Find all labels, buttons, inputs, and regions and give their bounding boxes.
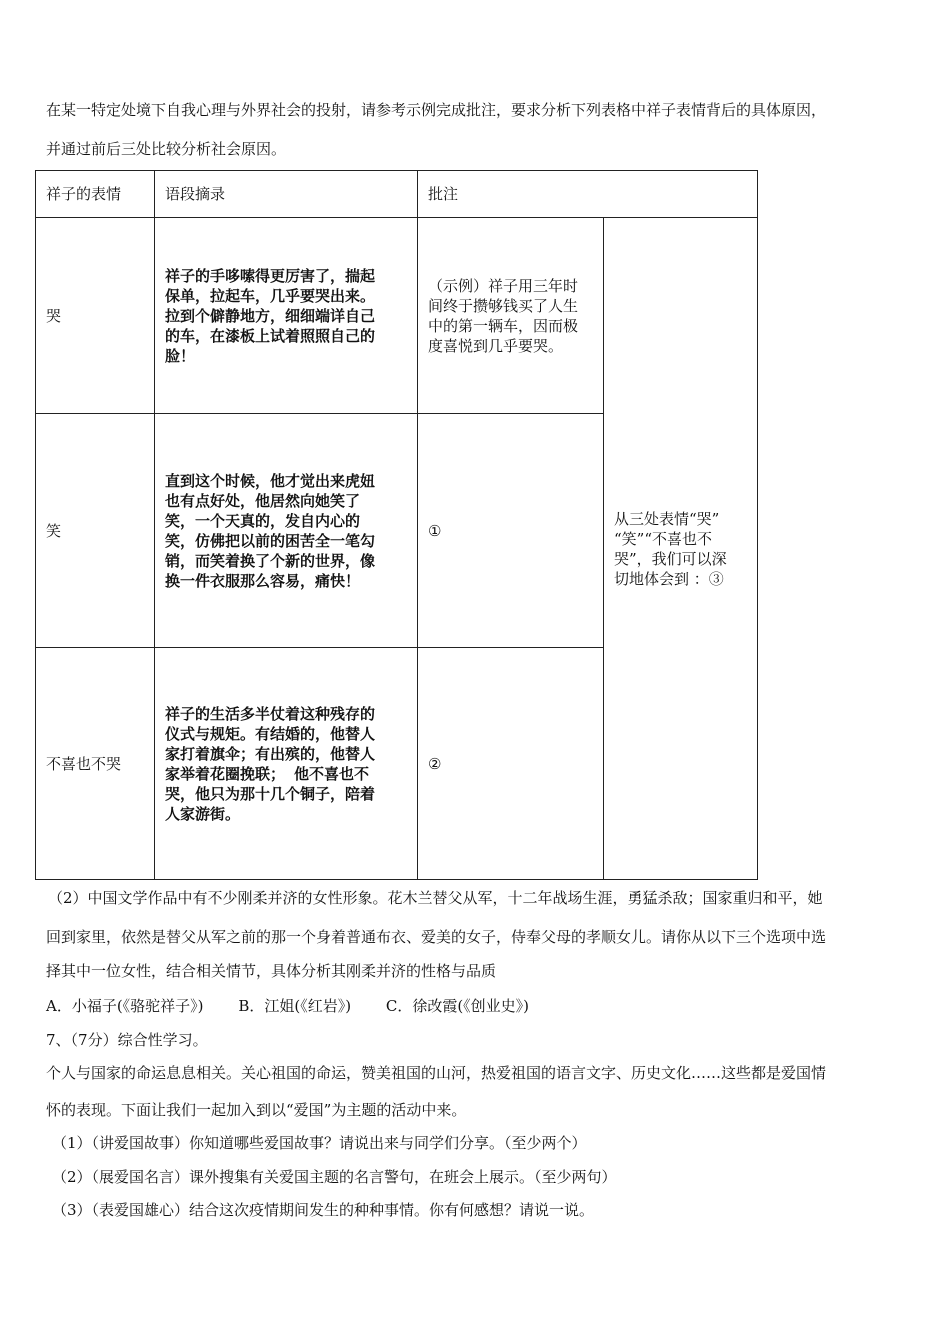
table-row bbox=[36, 218, 758, 414]
note-line: （示例）祥子用三年时 bbox=[428, 276, 579, 295]
quote-line: 祥子的生活多半仗着这种残存的 bbox=[165, 704, 376, 723]
part2-line-1: （2）中国文学作品中有不少刚柔并济的女性形象。花木兰替父从军，十二年战场生涯，勇猛杀敌；国家重归和平，她 bbox=[48, 889, 823, 907]
table-header-row bbox=[36, 171, 758, 218]
quote-line: 家举着花圈挽联； 他不喜也不 bbox=[165, 764, 370, 783]
summary-line: “笑”“不喜也不 bbox=[614, 529, 713, 548]
intro-line-2: 并通过前后三处比较分析社会原因。 bbox=[46, 140, 287, 158]
option-b[interactable]: B．江姐(《红岩》) bbox=[238, 997, 352, 1015]
note-line: 间终于攒够钱买了人生 bbox=[428, 296, 579, 315]
quote-line: 直到这个时候，他才觉出来虎妞 bbox=[165, 471, 376, 490]
expression-cell: 哭 bbox=[36, 218, 155, 414]
expression-cell: 笑 bbox=[36, 414, 155, 648]
annotation-table bbox=[35, 170, 758, 880]
intro-line-1: 在某一特定处境下自我心理与外界社会的投射，请参考示例完成批注，要求分析下列表格中祥子表情背后的具体原因， bbox=[46, 101, 827, 119]
question-7-sub-3: （3）（表爱国雄心）结合这次疫情期间发生的种种事情。你有何感想？请说一说。 bbox=[52, 1201, 595, 1219]
question-7-intro-1: 个人与国家的命运息息相关。关心祖国的命运，赞美祖国的山河，热爱祖国的语言文字、历史文化……这些都是爱国情 bbox=[46, 1064, 827, 1082]
quote-cell bbox=[155, 218, 418, 414]
header-annotation: 批注 bbox=[418, 171, 758, 218]
quote-line: 笑，一个天真的，发自内心的 bbox=[165, 511, 361, 530]
quote-line: 换一件衣服那么容易，痛快！ bbox=[165, 571, 361, 590]
quote-line: 也有点好处，他居然向她笑了 bbox=[165, 491, 361, 510]
question-7-sub-2: （2）（展爱国名言）课外搜集有关爱国主题的名言警句，在班会上展示。（至少两句） bbox=[52, 1168, 617, 1186]
summary-cell bbox=[604, 218, 758, 880]
quote-line: 拉到个僻静地方，细细端详自己 bbox=[165, 306, 376, 325]
quote-line: 销，而笑着换了个新的世界，像 bbox=[165, 551, 376, 570]
option-a[interactable]: A．小福子(《骆驼祥子》) bbox=[46, 997, 204, 1015]
quote-cell bbox=[155, 414, 418, 648]
quote-line: 家打着旗伞；有出殡的，他替人 bbox=[165, 744, 376, 763]
part2-options bbox=[46, 996, 529, 1016]
part2-line-2: 回到家里，依然是替父从军之前的那一个身着普通布衣、爱美的女子，侍奉父母的孝顺女儿。请你从以下三个选项中选 bbox=[46, 928, 827, 946]
quote-line: 笑，仿佛把以前的困苦全一笔勾 bbox=[165, 531, 376, 550]
summary-line: 从三处表情“哭” bbox=[614, 509, 720, 528]
option-c[interactable]: C．徐改霞(《创业史》) bbox=[385, 997, 530, 1015]
part2-line-3: 择其中一位女性，结合相关情节，具体分析其刚柔并济的性格与品质 bbox=[46, 962, 497, 980]
quote-line: 祥子的手哆嗦得更厉害了，揣起 bbox=[165, 266, 376, 285]
expression-cell: 不喜也不哭 bbox=[36, 648, 155, 880]
annotation-cell-example bbox=[418, 218, 604, 414]
quote-line: 人家游街。 bbox=[165, 804, 241, 823]
annotation-cell-1[interactable]: ① bbox=[418, 414, 604, 648]
quote-line: 哭，他只为那十几个铜子，陪着 bbox=[165, 784, 376, 803]
quote-line: 的车，在漆板上试着照照自己的 bbox=[165, 326, 376, 345]
quote-line: 保单，拉起车，几乎要哭出来。 bbox=[165, 286, 376, 305]
quote-cell bbox=[155, 648, 418, 880]
question-7-title: 7、（7分）综合性学习。 bbox=[46, 1031, 208, 1049]
question-7-sub-1: （1）（讲爱国故事）你知道哪些爱国故事？请说出来与同学们分享。（至少两个） bbox=[52, 1134, 587, 1152]
header-quote: 语段摘录 bbox=[155, 171, 418, 218]
quote-line: 脸！ bbox=[165, 346, 196, 365]
summary-line: 哭”，我们可以深 bbox=[614, 549, 727, 568]
header-expression: 祥子的表情 bbox=[36, 171, 155, 218]
annotation-cell-2[interactable]: ② bbox=[418, 648, 604, 880]
note-line: 中的第一辆车，因而极 bbox=[428, 316, 579, 335]
summary-line: 切地体会到 ：③ bbox=[614, 569, 724, 588]
question-7-intro-2: 怀的表现。下面让我们一起加入到以“爱国”为主题的活动中来。 bbox=[46, 1101, 467, 1119]
note-line: 度喜悦到几乎要哭。 bbox=[428, 336, 564, 355]
quote-line: 仪式与规矩。有结婚的，他替人 bbox=[165, 724, 376, 743]
